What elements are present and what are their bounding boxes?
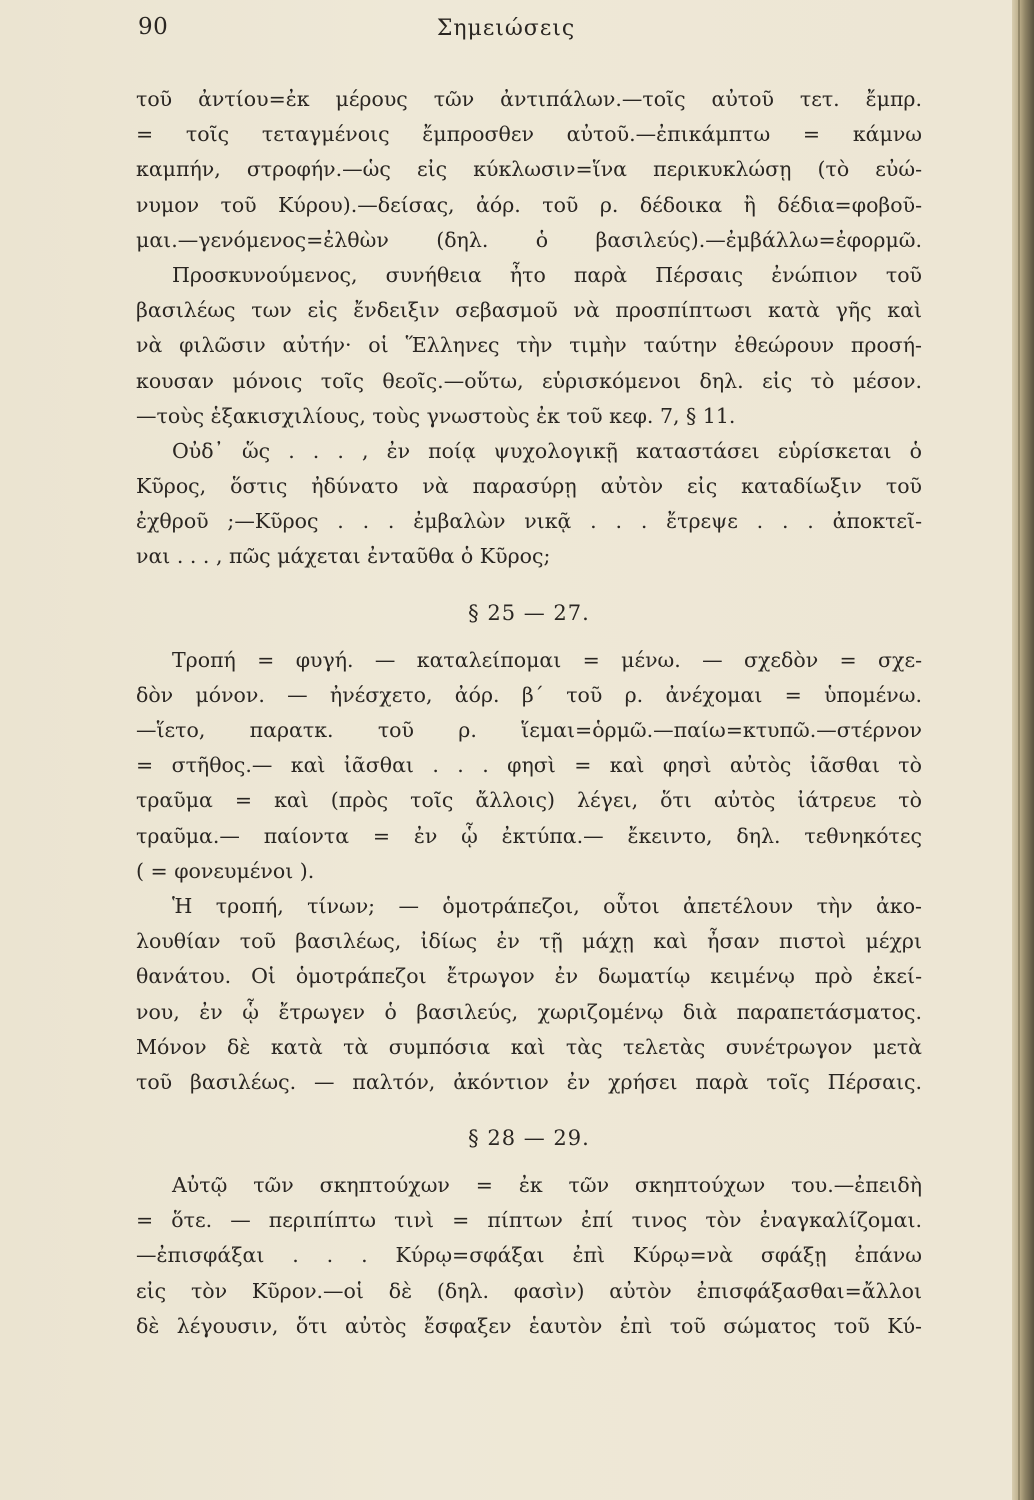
text-line: Αὐτῷ τῶν σκηπτούχων = ἐκ τῶν σκηπτούχων του.—ἐπειδὴ xyxy=(172,1173,922,1198)
text-line: ( = φονευμένοι ). xyxy=(136,858,315,883)
text-line: τραῦμα.— παίοντα = ἐν ᾧ ἐκτύπα.— ἔκειντο, δηλ. τεθνηκότες xyxy=(136,823,922,848)
text-line: λουθίαν τοῦ βασιλέως, ἰδίως ἐν τῇ μάχῃ καὶ ἦσαν πιστοὶ μέχρι xyxy=(136,929,922,954)
text-line: θανάτου. Οἱ ὁμοτράπεζοι ἔτρωγον ἐν δωματίῳ κειμένῳ πρὸ ἐκεί- xyxy=(136,964,922,989)
text-line: νὰ φιλῶσιν αὐτήν· οἱ Ἕλληνες τὴν τιμὴν ταύτην ἐθεώρουν προσή- xyxy=(136,333,922,358)
page-number: 90 xyxy=(138,14,169,40)
text-line: τοῦ βασιλέως. — παλτόν, ἀκόντιον ἐν χρήσει παρὰ τοῖς Πέρσαις. xyxy=(136,1069,922,1094)
text-line: μαι.—γενόμενος=ἐλθὼν (δηλ. ὁ βασιλεύς).—ἐμβάλλω=ἐφορμῶ. xyxy=(136,227,922,252)
text-line: Οὐδ᾽ ὥς . . . , ἐν ποίᾳ ψυχολογικῇ καταστάσει εὑρίσκεται ὁ xyxy=(172,438,922,463)
page-edge-line xyxy=(1018,0,1020,1500)
text-line: νυμον τοῦ Κύρου).—δείσας, ἀόρ. τοῦ ρ. δέδοικα ἢ δέδια=φοβοῦ- xyxy=(136,192,922,217)
text-line: —τοὺς ἑξακισχιλίους, τοὺς γνωστοὺς ἐκ τοῦ κεφ. 7, § 11. xyxy=(136,403,736,428)
section-heading: § 25 — 27. xyxy=(468,600,590,625)
text-line: Τροπή = φυγή. — καταλείπομαι = μένω. — σχεδὸν = σχε- xyxy=(172,647,922,672)
book-page-edge xyxy=(1012,0,1034,1500)
text-line: = τοῖς τεταγμένοις ἔμπροσθεν αὐτοῦ.—ἐπικάμπτω = κάμνω xyxy=(136,122,922,147)
text-line: δὲ λέγουσιν, ὅτι αὐτὸς ἔσφαξεν ἑαυτὸν ἐπὶ τοῦ σώματος τοῦ Κύ- xyxy=(136,1313,922,1338)
text-line: —ἐπισφάξαι . . . Κύρῳ=σφάξαι ἐπὶ Κύρῳ=νὰ σφάξῃ ἐπάνω xyxy=(136,1243,922,1268)
text-line: τραῦμα = καὶ (πρὸς τοῖς ἄλλοις) λέγει, ὅτι αὐτὸς ἰάτρευε τὸ xyxy=(136,788,922,813)
text-line: εἰς τὸν Κῦρον.—οἱ δὲ (δηλ. φασὶν) αὐτὸν ἐπισφάξασθαι=ἄλλοι xyxy=(136,1278,922,1303)
text-line: δὸν μόνον. — ἠνέσχετο, ἀόρ. β΄ τοῦ ρ. ἀνέχομαι = ὑπομένω. xyxy=(136,682,922,707)
text-line: ναι . . . , πῶς μάχεται ἐνταῦθα ὁ Κῦρος; xyxy=(136,544,551,569)
text-line: —ἵετο, παρατκ. τοῦ ρ. ἵεμαι=ὁρμῶ.—παίω=κτυπῶ.—στέρνον xyxy=(136,718,922,742)
text-line: νου, ἐν ᾧ ἔτρωγεν ὁ βασιλεύς, χωριζομένῳ διὰ παραπετάσματος. xyxy=(136,999,922,1024)
text-line: = στῆθος.— καὶ ἰᾶσθαι . . . φησὶ = καὶ φησὶ αὐτὸς ἰᾶσθαι τὸ xyxy=(136,753,922,778)
text-line: καμπήν, στροφήν.—ὡς εἰς κύκλωσιν=ἵνα περικυκλώσῃ (τὸ εὐώ- xyxy=(136,157,922,182)
text-line: Κῦρος, ὅστις ἠδύνατο νὰ παρασύρῃ αὐτὸν εἰς καταδίωξιν τοῦ xyxy=(136,474,922,499)
text-line: Προσκυνούμενος, συνήθεια ἦτο παρὰ Πέρσαις ἐνώπιον τοῦ xyxy=(172,262,922,287)
running-title: Σημειώσεις xyxy=(436,16,576,41)
text-line: κουσαν μόνοις τοῖς θεοῖς.—οὕτω, εὑρισκόμενοι δηλ. εἰς τὸ μέσον. xyxy=(136,368,922,393)
notes-text xyxy=(136,82,922,1344)
text-line: ἐχθροῦ ;—Κῦρος . . . ἐμβαλὼν νικᾷ . . . ἔτρεψε . . . ἀποκτεῖ- xyxy=(136,509,922,534)
text-line: τοῦ ἀντίου=ἐκ μέρους τῶν ἀντιπάλων.—τοῖς αὐτοῦ τετ. ἔμπρ. xyxy=(136,87,922,111)
text-line: Μόνον δὲ κατὰ τὰ συμπόσια καὶ τὰς τελετὰς συνέτρωγον μετὰ xyxy=(136,1034,922,1059)
text-line: = ὅτε. — περιπίπτω τινὶ = πίπτων ἐπί τινος τὸν ἐναγκαλίζομαι. xyxy=(136,1208,922,1233)
text-line: βασιλέως των εἰς ἔνδειξιν σεβασμοῦ νὰ προσπίπτωσι κατὰ γῆς καὶ xyxy=(136,298,922,323)
section-heading: § 28 — 29. xyxy=(468,1126,590,1151)
text-line: Ἡ τροπή, τίνων; — ὁμοτράπεζοι, οὗτοι ἀπετέλουν τὴν ἀκο- xyxy=(172,893,922,918)
